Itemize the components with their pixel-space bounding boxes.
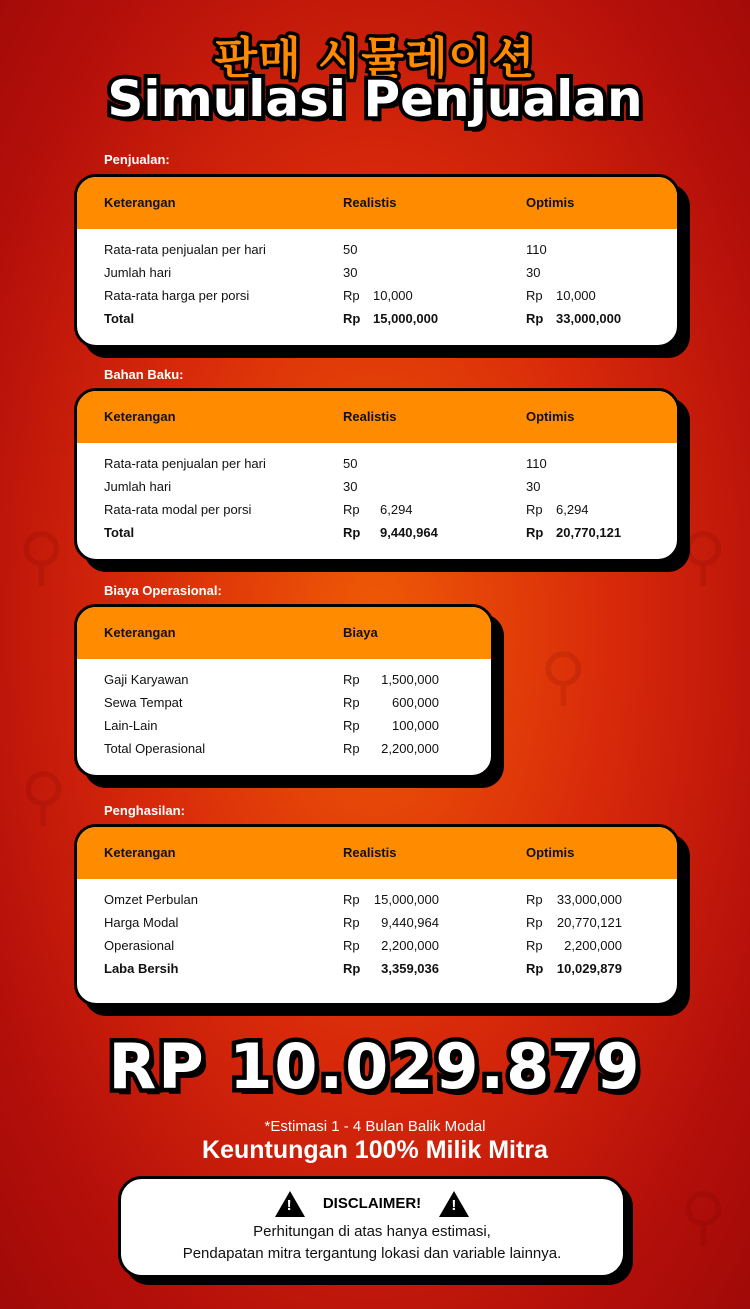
currency-label: Rp [343,718,360,733]
total-label: Laba Bersih [104,961,179,976]
row-label: Rata-rata harga per porsi [104,288,250,303]
page-title: Simulasi Penjualan [107,70,643,128]
total-value-realistis: 9,440,964 [380,525,438,540]
row-label: Lain-Lain [104,718,158,733]
row-value-optimis: 6,294 [556,502,589,517]
keuntungan-text: Keuntungan 100% Milik Mitra [202,1136,548,1164]
row-label: Operasional [104,938,175,953]
row-label: Rata-rata penjualan per hari [104,456,266,471]
row-label: Rata-rata modal per porsi [104,502,252,517]
warning-icon [275,1191,305,1217]
table-row [77,479,677,499]
table-row [77,695,491,715]
row-value-optimis: 110 [526,456,547,471]
currency-label: Rp [343,938,360,953]
header-optimis: Optimis [526,195,575,210]
total-label: Total [104,311,135,326]
total-value-realistis: 15,000,000 [373,311,439,326]
skewer-decoration-icon: ⚲ [20,760,67,834]
table-header [77,177,677,229]
row-label: Omzet Perbulan [104,892,198,907]
table-header [77,607,491,659]
disclaimer-line-2: Pendapatan mitra tergantung lokasi dan variable lainnya. [182,1245,562,1262]
header-realistis: Realistis [343,195,397,210]
total-value-optimis: 10,029,879 [556,961,622,976]
currency-label: Rp [526,525,544,540]
row-value-optimis: 33,000,000 [556,892,622,907]
header-keterangan: Keterangan [104,409,176,424]
row-value-realistis: 30 [343,479,358,494]
currency-label: Rp [526,961,544,976]
table-row [77,265,677,285]
currency-label: Rp [526,915,543,930]
penghasilan-table [74,824,680,1006]
table-header [77,827,677,879]
currency-label: Rp [343,915,360,930]
table-row [77,741,491,761]
row-label: Sewa Tempat [104,695,183,710]
table-row [77,718,491,738]
table-row [77,242,677,262]
section-label-penjualan: Penjualan: [104,152,170,167]
header-optimis: Optimis [526,409,575,424]
row-value-realistis: 2,200,000 [381,938,439,953]
row-value-optimis: 10,000 [556,288,596,303]
currency-label: Rp [526,938,543,953]
disclaimer-title: DISCLAIMER! [322,1194,422,1212]
total-label: Total [104,525,135,540]
currency-label: Rp [343,961,361,976]
disclaimer-box [118,1176,626,1278]
skewer-decoration-icon: ⚲ [680,1180,727,1254]
currency-label: Rp [526,311,544,326]
currency-label: Rp [526,288,543,303]
table-row [77,892,677,912]
total-value-optimis: 20,770,121 [556,525,622,540]
skewer-decoration-icon: ⚲ [18,520,65,594]
total-row [77,525,677,545]
table-row [77,938,677,958]
currency-label: Rp [343,311,361,326]
operasional-table [74,604,494,778]
total-value-realistis: 3,359,036 [381,961,439,976]
table-row [77,456,677,476]
row-value-biaya: 100,000 [392,718,439,733]
table-row [77,502,677,522]
currency-label: Rp [343,502,360,517]
table-row [77,915,677,935]
row-label: Harga Modal [104,915,179,930]
section-label-operasional: Biaya Operasional: [104,583,222,598]
row-value-realistis: 10,000 [373,288,413,303]
header-realistis: Realistis [343,409,397,424]
row-value-realistis: 6,294 [380,502,413,517]
row-value-optimis: 30 [526,479,541,494]
penjualan-table [74,174,680,348]
row-value-realistis: 15,000,000 [373,892,439,907]
header-keterangan: Keterangan [104,195,176,210]
skewer-decoration-icon: ⚲ [540,640,587,714]
header-keterangan: Keterangan [104,625,176,640]
row-label: Total Operasional [104,741,206,756]
total-row [77,961,677,981]
currency-label: Rp [343,525,361,540]
header-biaya: Biaya [343,625,378,640]
row-value-realistis: 30 [343,265,358,280]
row-value-optimis: 2,200,000 [564,938,622,953]
total-value-optimis: 33,000,000 [556,311,622,326]
table-row [77,672,491,692]
disclaimer-title-row [121,1191,623,1217]
bahan-baku-table [74,388,680,562]
header-optimis: Optimis [526,845,575,860]
section-label-bahan-baku: Bahan Baku: [104,367,184,382]
row-value-biaya: 600,000 [392,695,439,710]
header-keterangan: Keterangan [104,845,176,860]
row-value-biaya: 2,200,000 [381,741,439,756]
table-header [77,391,677,443]
row-value-biaya: 1,500,000 [381,672,439,687]
row-value-realistis: 9,440,964 [381,915,439,930]
section-label-penghasilan: Penghasilan: [104,803,185,818]
row-value-realistis: 50 [343,242,358,257]
title-korean: 판매 시뮬레이션 [214,33,536,84]
currency-label: Rp [343,741,360,756]
row-value-optimis: 20,770,121 [556,915,622,930]
warning-icon [439,1191,469,1217]
currency-label: Rp [343,892,360,907]
profit-amount: RP 10.029.879 [108,1030,642,1103]
row-label: Jumlah hari [104,479,172,494]
row-value-optimis: 110 [526,242,547,257]
estimasi-note: *Estimasi 1 - 4 Bulan Balik Modal [264,1118,486,1135]
row-label: Gaji Karyawan [104,672,189,687]
header-realistis: Realistis [343,845,397,860]
row-value-realistis: 50 [343,456,358,471]
currency-label: Rp [526,892,543,907]
disclaimer-line-1: Perhitungan di atas hanya estimasi, [253,1223,491,1240]
currency-label: Rp [343,672,360,687]
skewer-decoration-icon: ⚲ [680,520,727,594]
total-row [77,311,677,331]
row-label: Jumlah hari [104,265,172,280]
currency-label: Rp [526,502,543,517]
row-value-optimis: 30 [526,265,541,280]
row-label: Rata-rata penjualan per hari [104,242,266,257]
currency-label: Rp [343,695,360,710]
currency-label: Rp [343,288,360,303]
table-row [77,288,677,308]
